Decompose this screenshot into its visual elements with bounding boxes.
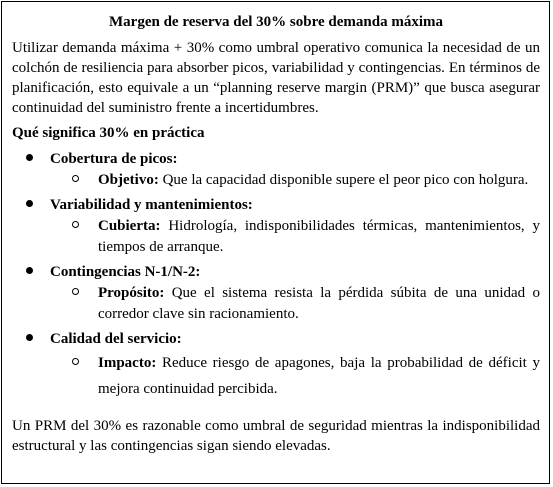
sub-item-text: Que la capacidad disponible supere el peor pico con holgura. xyxy=(158,172,529,188)
list-item xyxy=(12,261,540,325)
bullet-list xyxy=(12,148,540,402)
circle-bullet-icon xyxy=(72,358,79,365)
sub-item xyxy=(50,216,540,258)
sub-item-label: Propósito: xyxy=(98,285,165,301)
bullet-icon xyxy=(26,154,33,161)
circle-bullet-icon xyxy=(72,175,79,182)
item-heading: Contingencias N-1/N-2: xyxy=(50,264,201,280)
list-item xyxy=(12,148,540,191)
sub-item xyxy=(50,170,540,191)
list-item xyxy=(12,328,540,402)
sub-item-label: Impacto: xyxy=(98,355,157,371)
document-title: Margen de reserva del 30% sobre demanda máxima xyxy=(109,14,443,30)
document-frame xyxy=(1,1,550,484)
list-item xyxy=(12,194,540,258)
circle-bullet-icon xyxy=(72,221,79,228)
intro-paragraph: Utilizar demanda máxima + 30% como umbral operativo comunica la necesidad de un colchón de resiliencia para absorber picos, variabilidad y contingencias. En términos de planificación, esto equivale a un “planning reserve margin (PRM)” que busca asegurar continuidad del suministro frente a incertidumbres. xyxy=(12,40,540,116)
circle-bullet-icon xyxy=(72,288,79,295)
bullet-icon xyxy=(26,267,33,274)
item-heading: Cobertura de picos: xyxy=(50,151,178,167)
sub-item-label: Cubierta: xyxy=(98,218,161,234)
sub-item xyxy=(50,283,540,325)
sub-item xyxy=(50,350,540,402)
item-heading: Variabilidad y mantenimientos: xyxy=(50,197,253,213)
section-heading: Qué significa 30% en práctica xyxy=(12,125,205,141)
closing-paragraph: Un PRM del 30% es razonable como umbral de seguridad mientras la indisponibilidad estructural y las contingencias sigan siendo elevadas. xyxy=(12,418,540,454)
bullet-icon xyxy=(26,200,33,207)
sub-item-text: Hidrología, indisponibilidades térmicas, mantenimientos, y tiempos de arranque. xyxy=(98,218,540,255)
sub-item-text: Reduce riesgo de apagones, baja la probabilidad de déficit y mejora continuidad percibida. xyxy=(98,355,540,397)
sub-item-label: Objetivo: xyxy=(98,172,159,188)
sub-item-text: Que el sistema resista la pérdida súbita de una unidad o corredor clave sin racionamiento. xyxy=(98,285,540,322)
bullet-icon xyxy=(26,334,33,341)
item-heading: Calidad del servicio: xyxy=(50,331,182,347)
